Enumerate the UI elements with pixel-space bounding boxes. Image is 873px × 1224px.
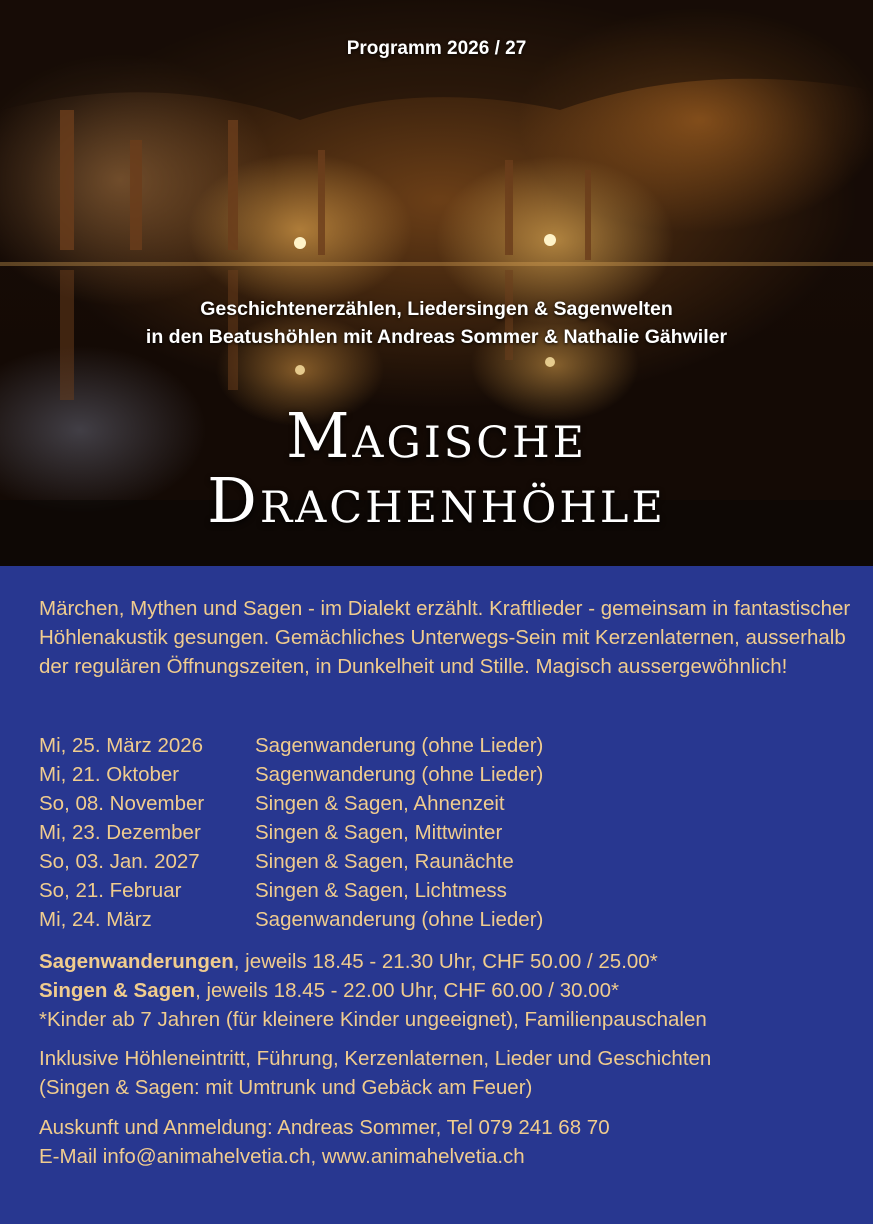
cave-hero-image [0, 0, 873, 566]
event-row [39, 905, 543, 934]
event-row [39, 847, 543, 876]
event-schedule [39, 731, 543, 934]
event-row [39, 789, 543, 818]
price-line-singen [39, 976, 859, 1005]
event-title: Singen & Sagen, Ahnenzeit [255, 792, 505, 815]
subtitle-line-2: in den Beatushöhlen mit Andreas Sommer & Nathalie Gähwiler [145, 326, 728, 348]
event-date: So, 08. November [39, 792, 205, 815]
event-title: Singen & Sagen, Raunächte [255, 850, 514, 873]
event-date: So, 03. Jan. 2027 [39, 850, 200, 873]
price-line-sagenwanderung [39, 947, 859, 976]
contact-line-1: Auskunft und Anmeldung: Andreas Sommer, Tel 079 241 68 70 [39, 1116, 610, 1139]
event-row [39, 731, 543, 760]
price-label-singen: Singen & Sagen [39, 979, 196, 1002]
event-date: Mi, 24. März [39, 908, 152, 931]
title-line-2: Drachenhöhle [207, 464, 666, 537]
price-label-sagenwanderung: Sagenwanderungen [39, 950, 234, 973]
subtitle-line-1: Geschichtenerzählen, Liedersingen & Sagenwelten [200, 298, 673, 320]
event-date: Mi, 25. März 2026 [39, 734, 204, 757]
event-row [39, 760, 543, 789]
kids-note: *Kinder ab 7 Jahren (für kleinere Kinder ungeeignet), Familienpauschalen [39, 1008, 707, 1031]
event-date: Mi, 21. Oktober [39, 763, 180, 786]
contact-line-2: E-Mail info@animahelvetia.ch, www.animahelvetia.ch [39, 1145, 525, 1168]
event-date: Mi, 23. Dezember [39, 821, 201, 844]
contact-info [39, 1113, 859, 1171]
event-row [39, 876, 543, 905]
inclusive-line-2: (Singen & Sagen: mit Umtrunk und Gebäck am Feuer) [39, 1076, 533, 1099]
event-title: Singen & Sagen, Mittwinter [255, 821, 503, 844]
inclusive-info [39, 1044, 859, 1102]
event-title: Sagenwanderung (ohne Lieder) [255, 908, 544, 931]
price-text-sagenwanderung: , jeweils 18.45 - 21.30 Uhr, CHF 50.00 / 25.00* [233, 950, 658, 973]
event-title: Sagenwanderung (ohne Lieder) [255, 734, 544, 757]
program-year: Programm 2026 / 27 [346, 38, 527, 59]
inclusive-line-1: Inklusive Höhleneintritt, Führung, Kerzenlaternen, Lieder und Geschichten [39, 1047, 712, 1070]
event-title: Sagenwanderung (ohne Lieder) [255, 763, 544, 786]
event-row [39, 818, 543, 847]
event-title: Singen & Sagen, Lichtmess [255, 879, 507, 902]
info-panel [0, 566, 873, 1224]
intro-text: Märchen, Mythen und Sagen - im Dialekt erzählt. Kraftlieder - gemeinsam in fantastischer Höhlenakustik gesungen. Gemächliches Unterwegs-Sein mit Kerzenlaternen, ausserhalb der regulären Öffnungszeiten, in Dunkelheit und Stille. Magisch aussergewöhnlich! [39, 597, 851, 678]
event-date: So, 21. Februar [39, 879, 182, 902]
price-info [39, 947, 859, 1034]
title-line-1: Magische [285, 399, 588, 472]
price-text-singen: , jeweils 18.45 - 22.00 Uhr, CHF 60.00 / 30.00* [195, 979, 619, 1002]
